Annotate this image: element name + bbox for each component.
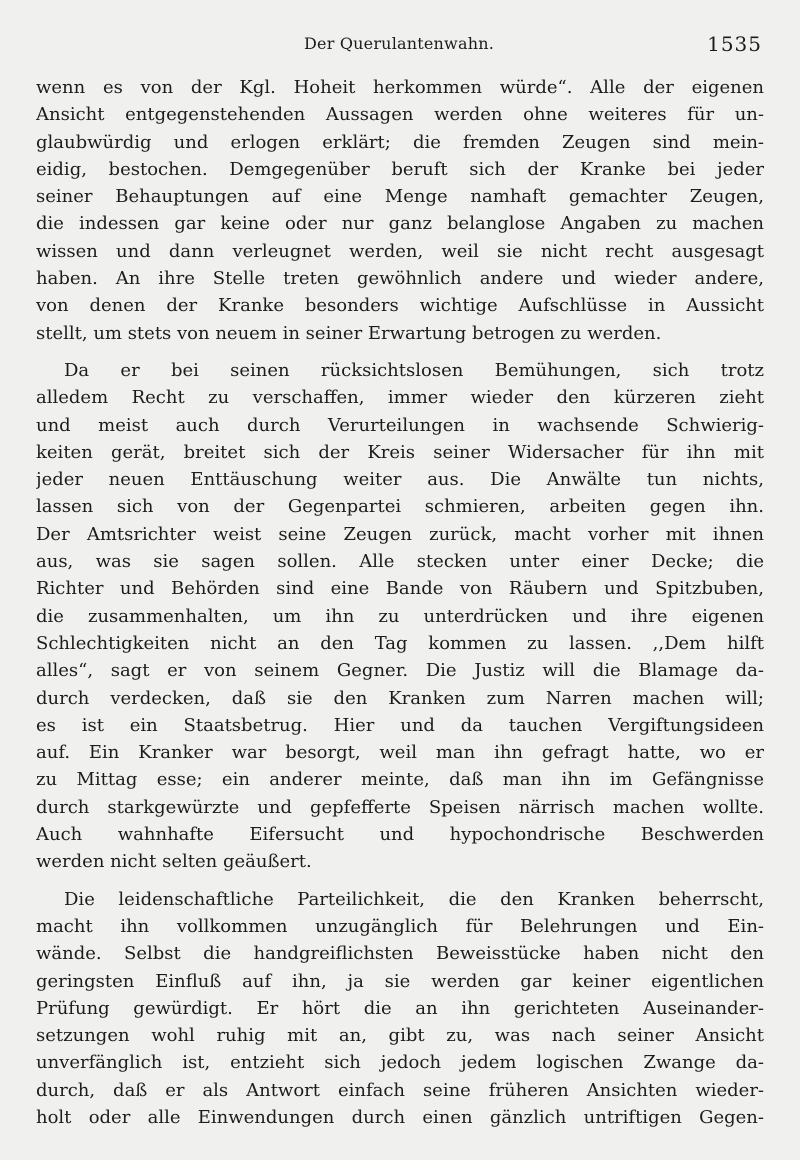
text-line: unverfänglich ist, entzieht sich jedoch jedem logischen Zwange da- xyxy=(36,1052,764,1074)
text-line: Die leidenschaftliche Parteilichkeit, die den Kranken beherrscht, xyxy=(64,888,764,910)
text-line: glaubwürdig und erlogen erklärt; die fremden Zeugen sind mein- xyxy=(36,131,764,153)
text-line: Schlechtigkeiten nicht an den Tag kommen zu lassen. ,,Dem hilft xyxy=(36,632,764,654)
text-line: lassen sich von der Gegenpartei schmieren, arbeiten gegen ihn. xyxy=(36,496,764,518)
text-line: keiten gerät, breitet sich der Kreis seiner Widersacher für ihn mit xyxy=(36,441,764,463)
text-line: Prüfung gewürdigt. Er hört die an ihn gerichteten Auseinander- xyxy=(36,997,764,1019)
text-line: die indessen gar keine oder nur ganz belanglose Angaben zu machen xyxy=(36,213,764,235)
text-line: durch, daß er als Antwort einfach seine früheren Ansichten wieder- xyxy=(36,1079,764,1101)
text-line: haben. An ihre Stelle treten gewöhnlich andere und wieder andere, xyxy=(36,268,764,290)
text-line: von denen der Kranke besonders wichtige Aufschlüsse in Aussicht xyxy=(36,295,764,317)
text-line: wenn es von der Kgl. Hoheit herkommen würde“. Alle der eigenen xyxy=(36,77,764,98)
text-line: durch verdecken, daß sie den Kranken zum Narren machen will; xyxy=(36,687,764,709)
text-line: Da er bei seinen rücksichtslosen Bemühungen, sich trotz xyxy=(64,359,764,381)
page-number: 1535 xyxy=(707,32,762,56)
text-line: macht ihn vollkommen unzugänglich für Belehrungen und Ein- xyxy=(36,915,764,937)
paragraph-2 xyxy=(36,357,764,876)
text-line: Ansicht entgegenstehenden Aussagen werden ohne weiteres für un- xyxy=(36,104,764,126)
text-line: aus, was sie sagen sollen. Alle stecken unter einer Decke; die xyxy=(36,551,764,573)
text-line: jeder neuen Enttäuschung weiter aus. Die Anwälte tun nichts, xyxy=(36,469,764,491)
text-line: wände. Selbst die handgreiflichsten Beweisstücke haben nicht den xyxy=(36,943,764,965)
text-line: Auch wahnhafte Eifersucht und hypochondrische Beschwerden xyxy=(36,824,764,846)
text-line: geringsten Einfluß auf ihn, ja sie werden gar keiner eigentlichen xyxy=(36,970,764,992)
page-header xyxy=(36,34,762,60)
text-line: wissen und dann verleugnet werden, weil sie nicht recht ausgesagt xyxy=(36,240,764,262)
text-line: alles“, sagt er von seinem Gegner. Die Justiz will die Blamage da- xyxy=(36,660,764,682)
text-line: stellt, um stets von neuem in seiner Erwartung betrogen zu werden. xyxy=(36,322,662,344)
text-line: zu Mittag esse; ein anderer meinte, daß man ihn im Gefängnisse xyxy=(36,769,764,791)
text-line: setzungen wohl ruhig mit an, gibt zu, was nach seiner Ansicht xyxy=(36,1025,764,1047)
text-line: es ist ein Staatsbetrug. Hier und da tauchen Vergiftungsideen xyxy=(36,714,764,736)
text-line: holt oder alle Einwendungen durch einen gänzlich untriftigen Gegen- xyxy=(36,1106,764,1128)
text-line: Richter und Behörden sind eine Bande von Räubern und Spitzbuben, xyxy=(36,578,764,600)
text-line: werden nicht selten geäußert. xyxy=(36,851,312,873)
text-line: auf. Ein Kranker war besorgt, weil man ihn gefragt hatte, wo er xyxy=(36,742,764,764)
running-title: Der Querulantenwahn. xyxy=(304,34,494,53)
text-line: alledem Recht zu verschaffen, immer wieder den kürzeren zieht xyxy=(36,387,764,409)
text-line: Der Amtsrichter weist seine Zeugen zurück, macht vorher mit ihnen xyxy=(36,523,764,545)
text-line: seiner Behauptungen auf eine Menge namhaft gemachter Zeugen, xyxy=(36,186,764,208)
text-line: durch starkgewürzte und gepfefferte Speisen närrisch machen wollte. xyxy=(36,796,764,818)
body-text xyxy=(36,74,764,1141)
text-line: die zusammenhalten, um ihn zu unterdrücken und ihre eigenen xyxy=(36,605,764,627)
text-line: eidig, bestochen. Demgegenüber beruft sich der Kranke bei jeder xyxy=(36,158,764,180)
paragraph-3 xyxy=(36,886,764,1132)
paragraph-1 xyxy=(36,74,764,347)
text-line: und meist auch durch Verurteilungen in wachsende Schwierig- xyxy=(36,414,764,436)
